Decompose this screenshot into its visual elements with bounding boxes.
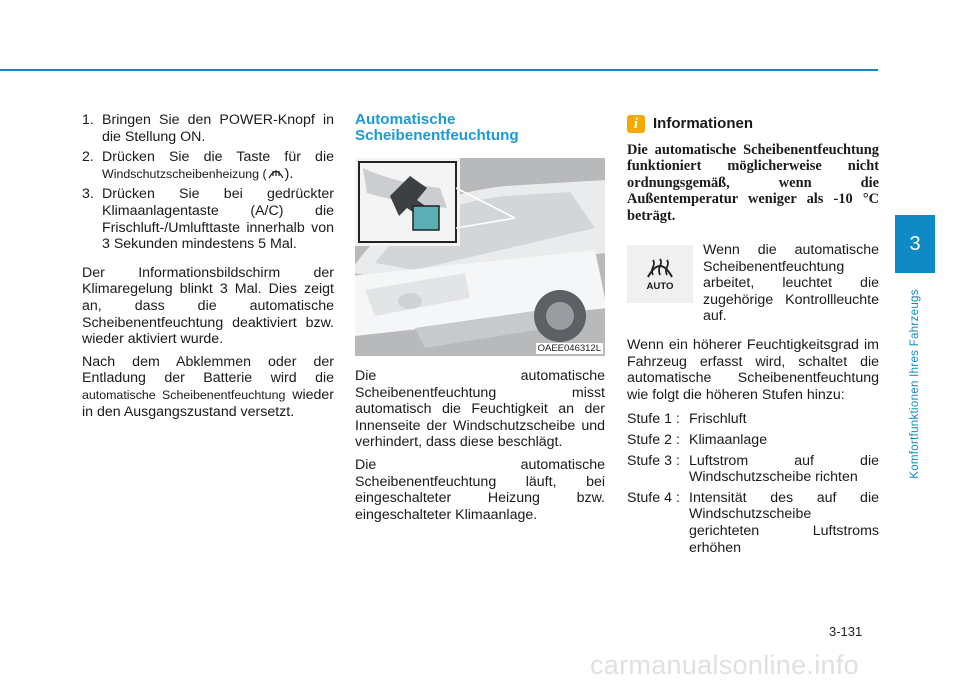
paragraph-part: Nach dem Abklemmen oder der Entladung der Batterie wird die [82, 353, 334, 387]
step-number: 1. [82, 112, 94, 128]
column-left [82, 112, 334, 420]
list-item [82, 186, 334, 252]
stufe-label: Stufe 3 : [627, 452, 680, 469]
step-number: 2. [82, 149, 94, 166]
stufen-list [627, 411, 879, 556]
chapter-title: Komfortfunktionen Ihres Fahrzeugs [909, 289, 921, 479]
step-text-part: ). [284, 165, 294, 182]
stufe-value: Intensität des auf die Windschutzscheibe gerichteten Luftstroms erhöhen [689, 489, 879, 556]
defrost-icon [267, 167, 285, 180]
stufe-label: Stufe 1 : [627, 411, 680, 428]
list-item [627, 411, 879, 428]
stufe-label: Stufe 4 : [627, 489, 680, 506]
page-number: 3-131 [829, 624, 863, 639]
auto-defog-indicator [627, 245, 693, 303]
paragraph-part: wieder in den Ausgangszustand versetzt. [82, 386, 334, 420]
step-text: Bringen Sie den POWER-Knopf in die Stellung ON. [102, 112, 334, 145]
auto-label: AUTO [646, 280, 674, 292]
stufe-value: Luftstrom auf die Windschutzscheibe richten [689, 452, 879, 486]
section-title [355, 112, 605, 144]
column-right [627, 115, 879, 556]
step-number: 3. [82, 186, 94, 203]
body-paragraph: Die automatische Scheibenentfeuchtung misst automatisch die Feuchtigkeit an der Innenseite der Windschutzscheibe und verhindert, dass diese beschlägt. [355, 368, 605, 451]
paragraph-small: automatische Scheibenentfeuchtung [82, 387, 286, 402]
header-rule [0, 69, 878, 71]
watermark: carmanualsonline.info [590, 650, 859, 680]
image-code: OAEE046312L [537, 343, 601, 354]
body-paragraph [82, 354, 334, 420]
car-illustration [355, 158, 605, 356]
stufe-label: Stufe 2 : [627, 431, 680, 448]
section-title-line: Automatische [355, 111, 456, 128]
info-note: Die automatische Scheibenentfeuchtung funktioniert möglicherweise nicht ordnungsgemäß, wenn die Außentemperatur weniger als -10 °C beträgt. [627, 142, 879, 224]
list-item [82, 149, 334, 182]
car-drawing [355, 158, 605, 356]
body-paragraph: Wenn ein höherer Feuchtigkeitsgrad im Fahrzeug erfasst wird, schaltet die automatische Scheibenentfeuchtung wie folgt die höheren Stufen hinzu: [627, 337, 879, 403]
section-title-line: Scheibenentfeuchtung [355, 127, 519, 144]
auto-description: Wenn die automatische Scheibenentfeuchtung arbeitet, leuchtet die zugehörige Kontrollleuchte auf. [703, 242, 879, 325]
chapter-tab: 3 [895, 215, 935, 273]
step-text-part: Drücken Sie die Taste für die [102, 149, 334, 166]
info-header [627, 115, 879, 133]
step-text: Drücken Sie bei gedrückter Klimaanlagentaste (A/C) die Frischluft-/Umlufttaste innerhalb von 3 Sekunden mindestens 5 Mal. [102, 186, 334, 253]
stufe-value: Frischluft [689, 411, 747, 428]
steps-list [82, 112, 334, 253]
auto-indicator-row [627, 242, 879, 325]
list-item [82, 112, 334, 145]
info-title: Informationen [653, 114, 753, 132]
step-text [102, 149, 334, 182]
auto-defog-icon [645, 257, 675, 281]
list-item [627, 453, 879, 486]
list-item [627, 432, 879, 449]
body-paragraph: Der Informationsbildschirm der Klimaregelung blinkt 3 Mal. Dies zeigt an, dass die automatische Scheibenentfeuchtung deaktiviert bzw. wieder aktiviert wurde. [82, 264, 334, 348]
list-item [627, 490, 879, 556]
info-icon: i [627, 115, 645, 133]
column-middle [355, 112, 605, 523]
step-text-small: Windschutzscheibenheizung ( [102, 166, 267, 181]
body-paragraph: Die automatische Scheibenentfeuchtung läuft, bei eingeschalteter Heizung bzw. eingeschalteter Klimaanlage. [355, 456, 605, 523]
stufe-value: Klimaanlage [689, 431, 768, 448]
